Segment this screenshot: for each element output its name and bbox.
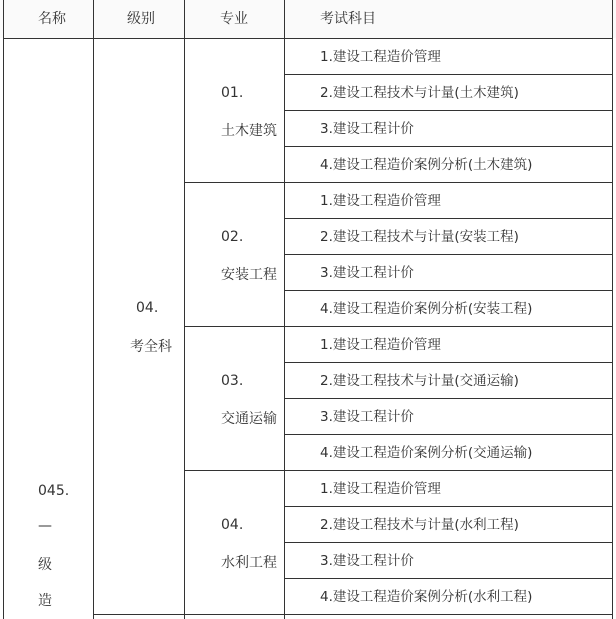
major-code: 03.: [221, 373, 244, 389]
subject-cell: 3.建设工程计价: [320, 265, 414, 281]
subject-cell: 4.建设工程造价案例分析(交通运输): [320, 445, 533, 461]
name-char: 造: [38, 593, 52, 609]
major-code: 01.: [221, 85, 244, 101]
major-name: 安装工程: [221, 267, 277, 283]
name-dash: —: [38, 518, 52, 534]
level-label: 考全科: [130, 339, 172, 355]
header-level: 级别: [127, 11, 155, 27]
grid-line-left: [3, 0, 4, 619]
name-code: 045.: [38, 483, 70, 499]
major-name: 交通运输: [221, 411, 277, 427]
subject-cell: 4.建设工程造价案例分析(土木建筑): [320, 157, 533, 173]
subject-cell: 3.建设工程计价: [320, 553, 414, 569]
subject-cell: 4.建设工程造价案例分析(水利工程): [320, 589, 533, 605]
subject-cell: 1.建设工程造价管理: [320, 49, 441, 65]
subject-cell: 3.建设工程计价: [320, 121, 414, 137]
subject-cell: 1.建设工程造价管理: [320, 337, 441, 353]
header-divider: [3, 38, 613, 39]
major-code: 04.: [221, 517, 244, 533]
level-code: 04.: [136, 300, 159, 316]
major-name: 水利工程: [221, 555, 277, 571]
header-name: 名称: [38, 11, 66, 27]
grid-line-name-level: [93, 0, 94, 619]
subject-cell: 2.建设工程技术与计量(土木建筑): [320, 85, 519, 101]
grid-line-right: [612, 0, 613, 619]
subject-cell: 2.建设工程技术与计量(水利工程): [320, 517, 519, 533]
major-code: 02.: [221, 229, 244, 245]
subject-cell: 1.建设工程造价管理: [320, 481, 441, 497]
name-char: 级: [38, 557, 52, 573]
header-subjects: 考试科目: [320, 11, 376, 27]
subject-cell: 3.建设工程计价: [320, 409, 414, 425]
subject-cell: 2.建设工程技术与计量(交通运输): [320, 373, 519, 389]
grid-line-level-major: [184, 0, 185, 619]
header-major: 专业: [220, 11, 248, 27]
major-name: 土木建筑: [221, 123, 277, 139]
subject-cell: 4.建设工程造价案例分析(安装工程): [320, 301, 533, 317]
grid-line-major-subject: [284, 0, 285, 619]
subject-cell: 1.建设工程造价管理: [320, 193, 441, 209]
subject-cell: 2.建设工程技术与计量(安装工程): [320, 229, 519, 245]
